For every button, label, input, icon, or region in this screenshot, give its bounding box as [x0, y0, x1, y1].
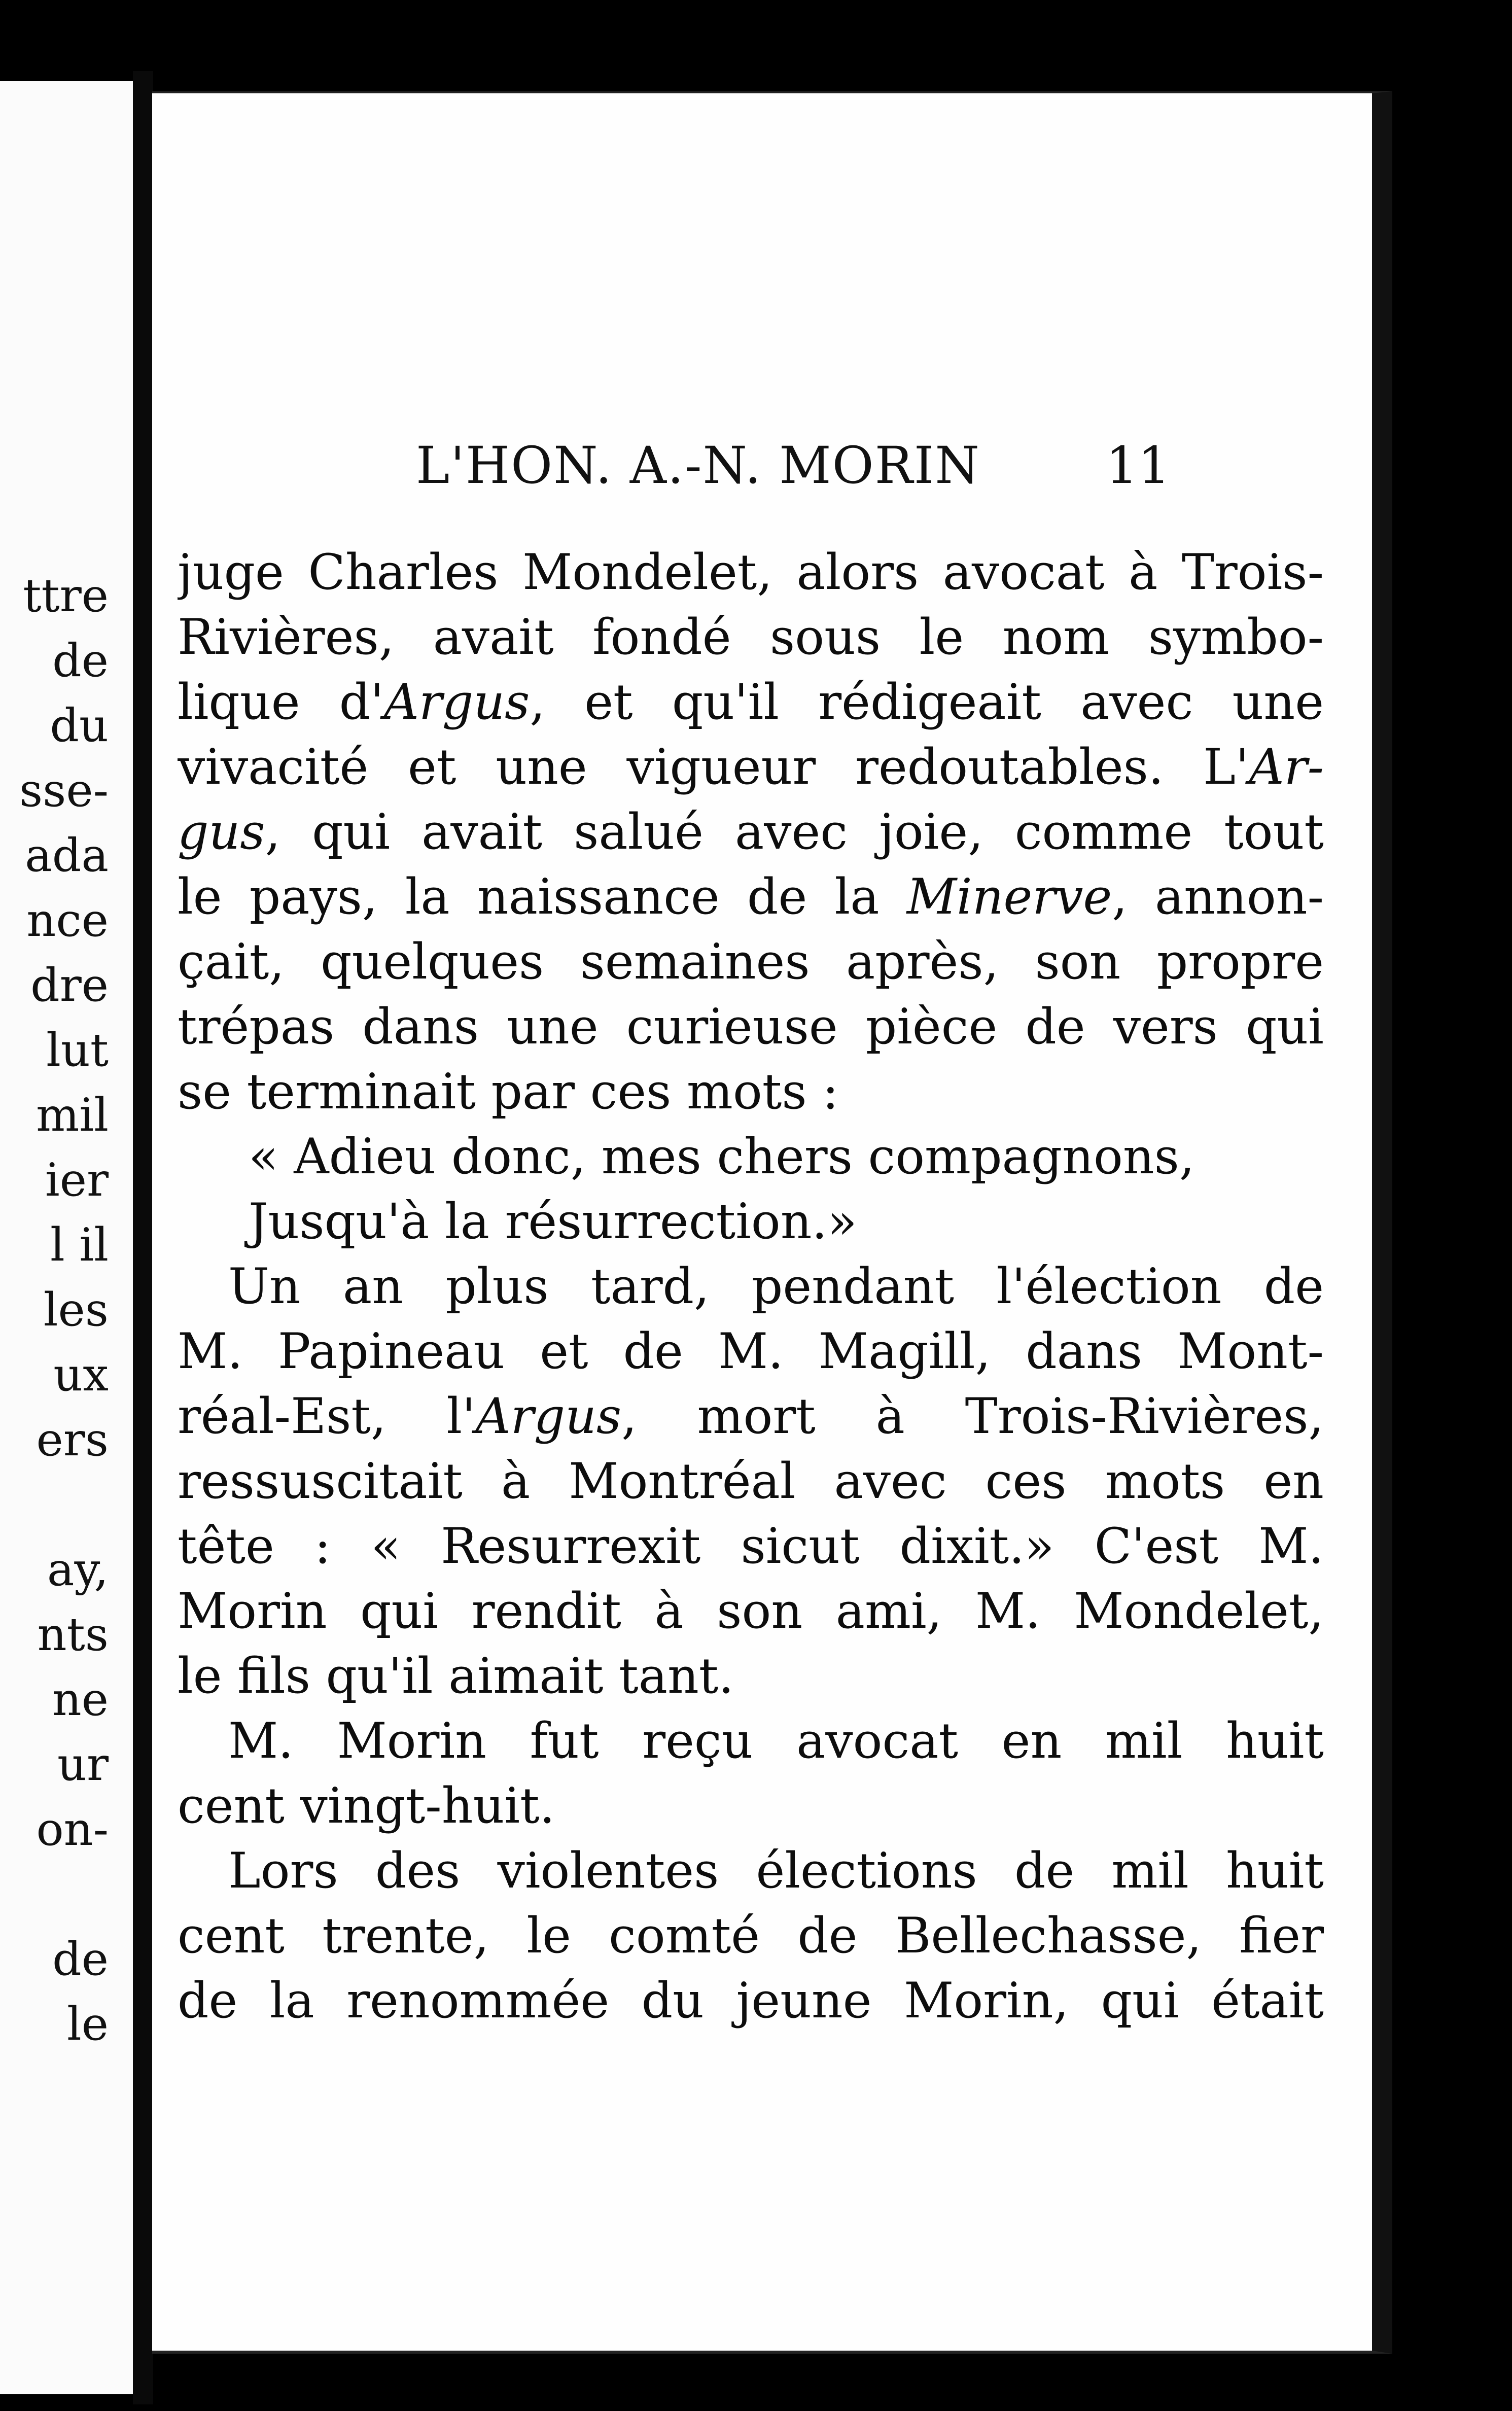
- text-line: trépas dans une curieuse pièce de vers qui: [178, 998, 1324, 1055]
- facing-page-strip: [0, 81, 133, 2394]
- page-gutter: [133, 71, 153, 2404]
- text-line: M. Papineau et de M. Magill, dans Mont-: [178, 1323, 1324, 1380]
- facing-page-fragment: lut: [46, 1024, 109, 1077]
- text-line: Lors des violentes élections de mil huit: [228, 1842, 1324, 1899]
- facing-page-fragment: ier: [45, 1154, 109, 1207]
- running-title: L'HON. A.-N. MORIN: [416, 436, 980, 495]
- italic-title: Argus: [383, 674, 530, 730]
- running-head: [152, 436, 1372, 497]
- text-line: cent trente, le comté de Bellechasse, fier: [178, 1907, 1324, 1964]
- facing-page-fragment: nts: [37, 1608, 109, 1661]
- facing-page-fragment: ttre: [23, 569, 109, 622]
- text-line: Un an plus tard, pendant l'élection de: [228, 1258, 1324, 1315]
- facing-page-fragment: ur: [57, 1738, 109, 1791]
- text-line: M. Morin fut reçu avocat en mil huit: [228, 1713, 1324, 1769]
- text-line: réal-Est, l'Argus, mort à Trois-Rivières,: [178, 1388, 1324, 1445]
- facing-page-fragment: on-: [36, 1803, 109, 1856]
- text-block: [178, 540, 1324, 2033]
- italic-title: gus: [178, 803, 265, 860]
- facing-page-fragment: sse-: [19, 764, 109, 817]
- verse-line: Jusqu'à la résurrection.»: [249, 1193, 857, 1250]
- italic-title: Ar-: [1249, 739, 1324, 795]
- text-line: tête : « Resurrexit sicut dixit.» C'est M.: [178, 1518, 1324, 1575]
- facing-page-fragment: mil: [36, 1089, 109, 1142]
- text-line: Morin qui rendit à son ami, M. Mondelet,: [178, 1583, 1324, 1639]
- text-line: juge Charles Mondelet, alors avocat à Trois-: [178, 544, 1324, 601]
- facing-page-fragment: du: [50, 699, 109, 752]
- text-line: çait, quelques semaines après, son propre: [178, 933, 1324, 990]
- facing-page-fragment: ne: [52, 1673, 109, 1726]
- facing-page-fragment: ux: [53, 1348, 109, 1402]
- facing-page-fragment: ada: [25, 829, 109, 882]
- text-line: ressuscitait à Montréal avec ces mots en: [178, 1453, 1324, 1510]
- facing-page-fragment: de: [52, 634, 109, 687]
- facing-page-fragment: ers: [36, 1413, 109, 1466]
- facing-page-fragment: dre: [30, 959, 109, 1012]
- text-line: se terminait par ces mots :: [178, 1063, 839, 1120]
- text-line: Rivières, avait fondé sous le nom symbo-: [178, 609, 1324, 666]
- text-line: le fils qu'il aimait tant.: [178, 1648, 734, 1704]
- facing-page-fragment: l il: [50, 1218, 109, 1272]
- facing-page-fragment: le: [66, 1998, 109, 2051]
- text-line: de la renommée du jeune Morin, qui était: [178, 1972, 1324, 2029]
- verse-line: « Adieu donc, mes chers compagnons,: [249, 1128, 1195, 1185]
- facing-page-fragment: de: [52, 1933, 109, 1986]
- text-line: cent vingt-huit.: [178, 1777, 555, 1834]
- facing-page-fragment: les: [43, 1283, 109, 1337]
- facing-page-fragment: nce: [26, 894, 109, 947]
- text-line: vivacité et une vigueur redoutables. L'Ar-: [178, 739, 1324, 795]
- facing-page-fragment: ay,: [47, 1543, 109, 1596]
- text-line: lique d'Argus, et qu'il rédigeait avec une: [178, 674, 1324, 730]
- text-line: le pays, la naissance de la Minerve, annon-: [178, 868, 1324, 925]
- italic-title: Minerve: [906, 868, 1112, 925]
- page-number: 11: [1106, 436, 1171, 495]
- italic-title: Argus: [475, 1388, 622, 1445]
- text-line: gus, qui avait salué avec joie, comme tout: [178, 803, 1324, 860]
- book-page: [152, 91, 1392, 2354]
